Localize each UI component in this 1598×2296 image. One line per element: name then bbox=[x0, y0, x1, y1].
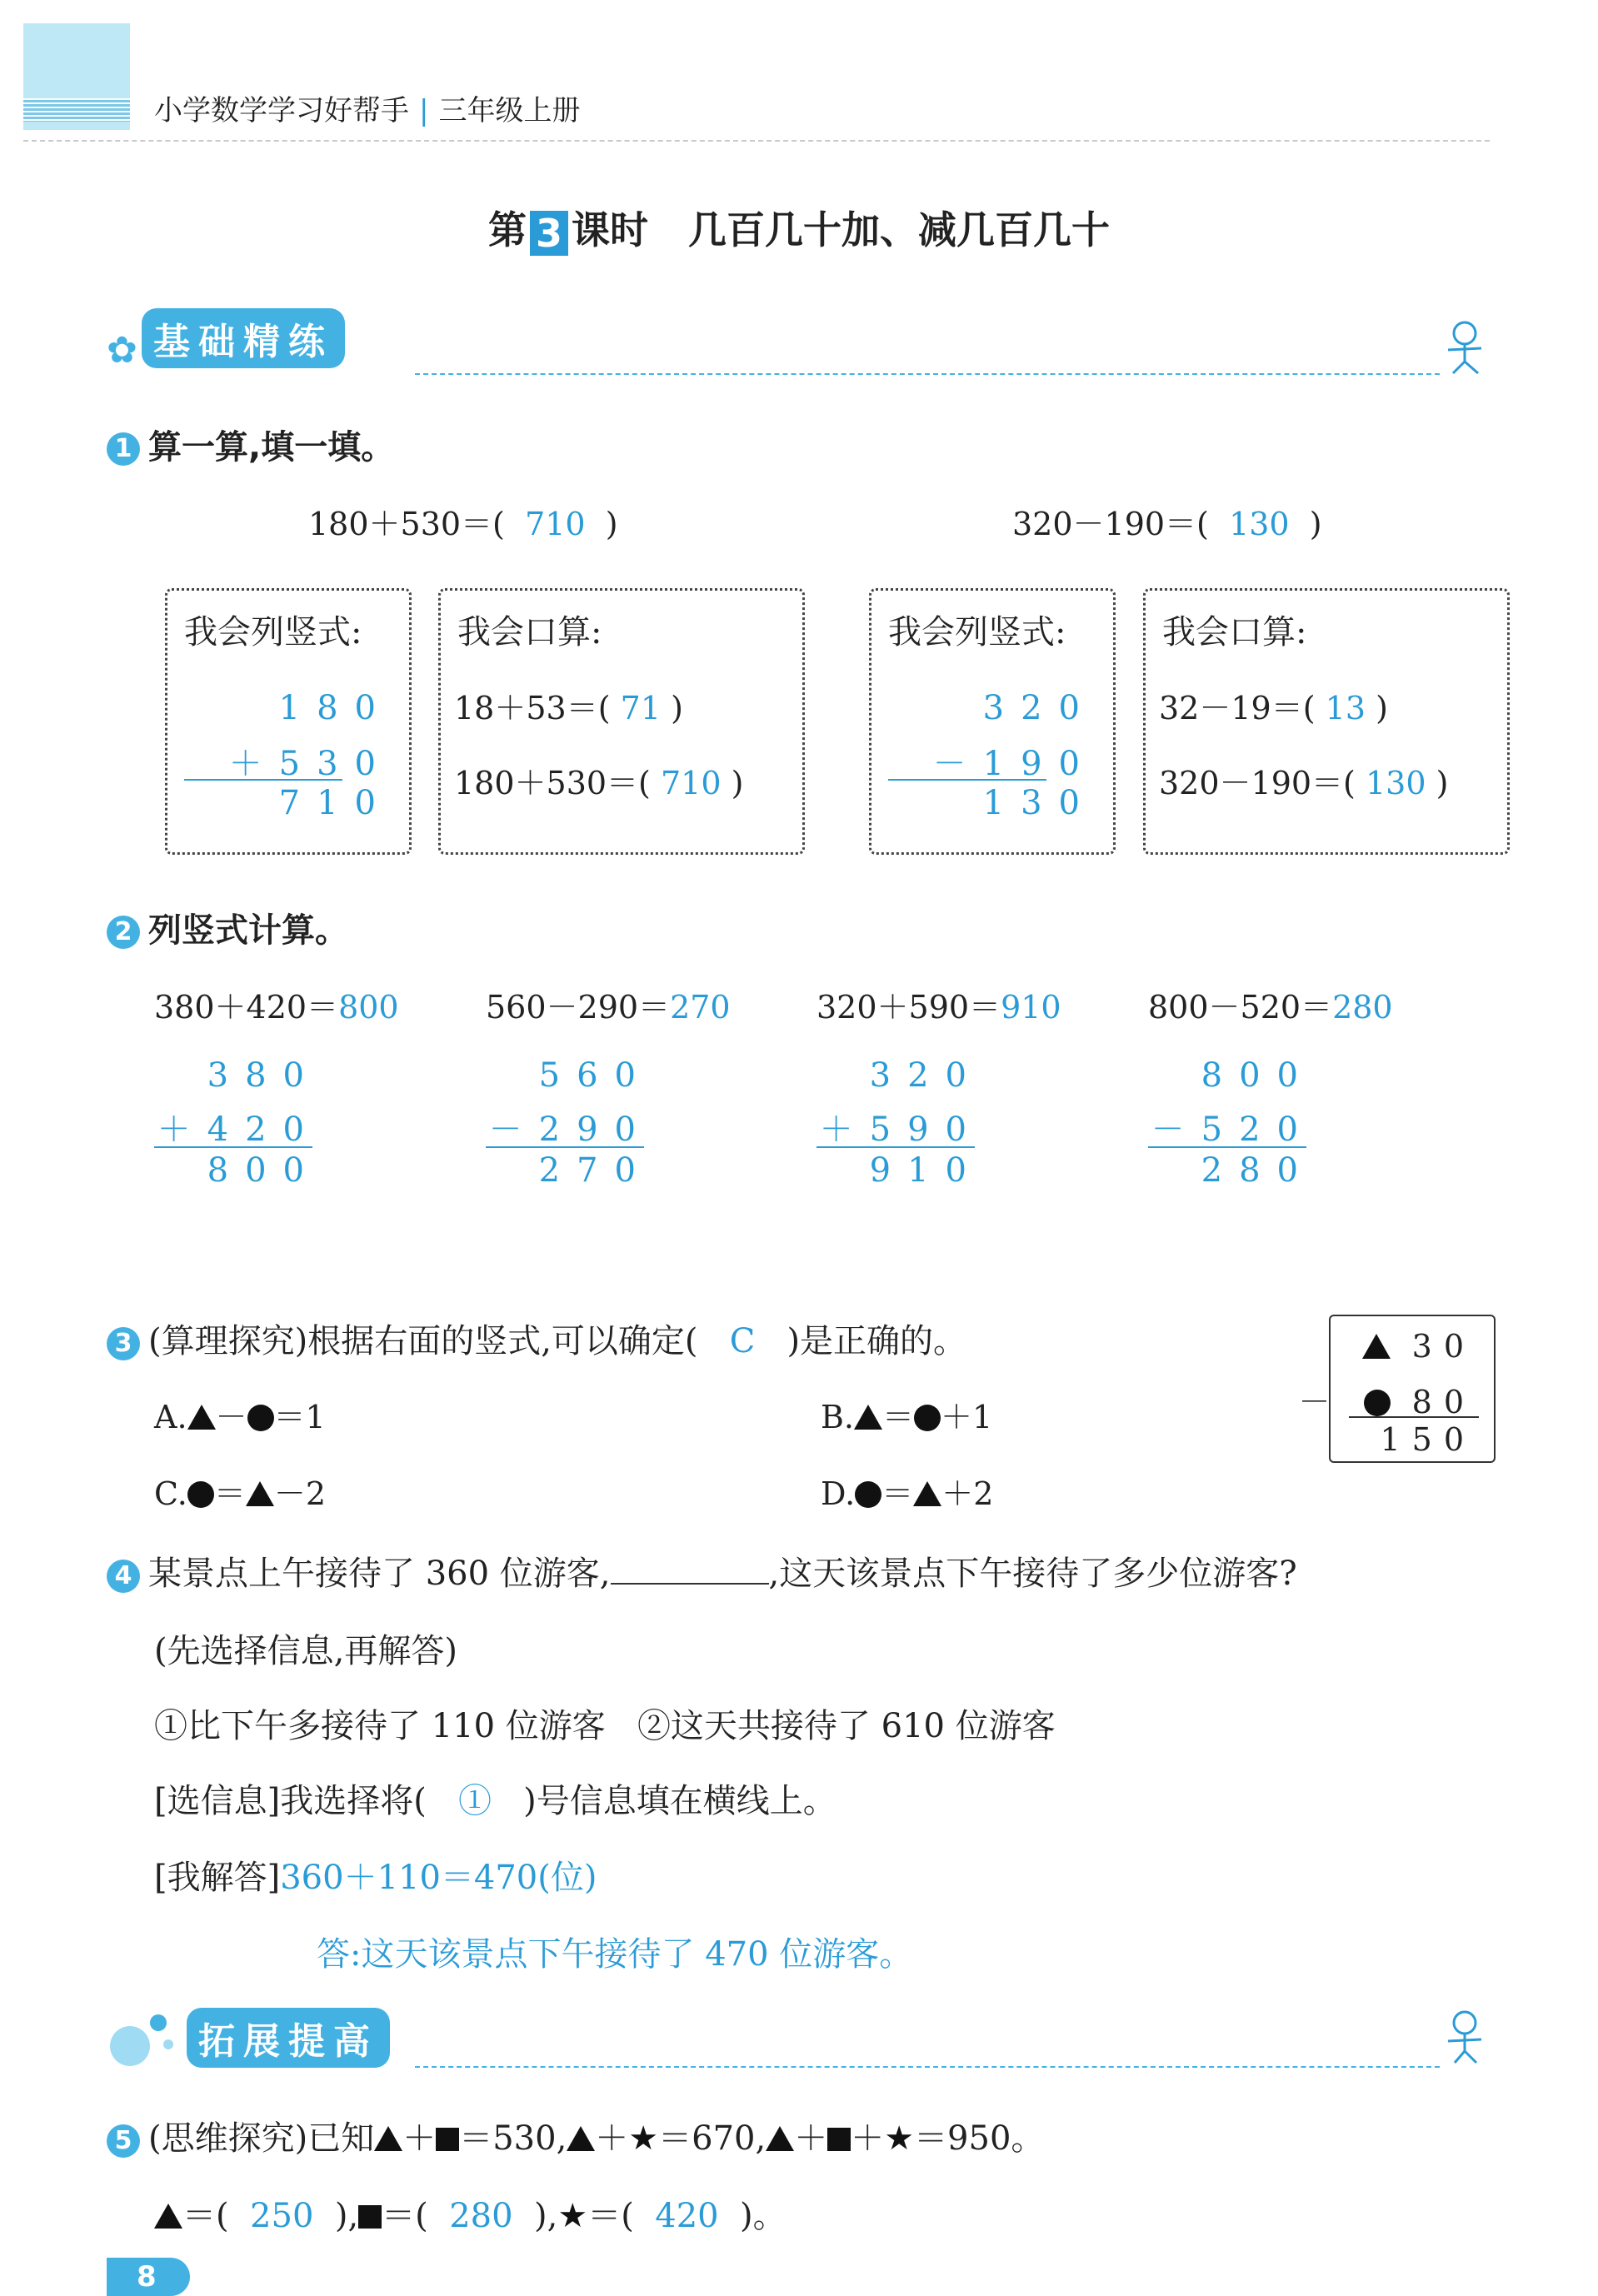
q3-option-d: D. ＝ ＋2 bbox=[821, 1475, 994, 1512]
triangle-icon bbox=[766, 2126, 794, 2151]
q3-option-a: A. － ＝1 bbox=[154, 1399, 326, 1435]
mascot-icon bbox=[1440, 2008, 1490, 2066]
triangle-icon bbox=[154, 2204, 182, 2229]
q4-line2: (先选择信息,再解答) bbox=[154, 1632, 457, 1670]
q4-line1: 4 某景点上午接待了 360 位游客, ,这天该景点下午接待了多少位游客? bbox=[107, 1547, 1297, 1595]
q5-answers: ＝( 250 ), ＝( 280 ),★＝( 420 )。 bbox=[154, 2189, 787, 2237]
q1-left-mental-box: 我会口算: 18＋53＝( 71 ) 180＋530＝( 710 ) bbox=[438, 588, 805, 855]
book-title: 小学数学学习好帮手 bbox=[154, 94, 409, 127]
q2-vertical: 560 －290 270 bbox=[486, 1056, 652, 1198]
q1-right-vertical-box: 我会列竖式: 320 －190 130 bbox=[869, 588, 1116, 855]
q4-answer: 答:这天该景点下午接待了 470 位游客。 bbox=[317, 1935, 913, 1974]
section-extend bbox=[107, 2008, 1490, 2068]
q2-vertical: 320 ＋590 910 bbox=[816, 1056, 983, 1198]
q2-equation: 320＋590＝910 bbox=[816, 989, 1061, 1026]
lesson-topic: 几百几十加、减几百几十 bbox=[688, 207, 1111, 252]
bubbles-icon bbox=[107, 2008, 182, 2074]
triangle-icon bbox=[246, 1481, 274, 1506]
square-icon bbox=[436, 2128, 459, 2151]
q4-info: ①比下午多接待了 110 位游客 ②这天共接待了 610 位游客 bbox=[154, 1707, 1056, 1745]
q3-option-b: B. ＝ ＋1 bbox=[821, 1399, 993, 1435]
q3-prompt: 3 (算理探究)根据右面的竖式,可以确定( C )是正确的。 bbox=[107, 1315, 966, 1362]
q1-left-answer: 710 bbox=[525, 506, 586, 542]
q5-prompt: 5 (思维探究)已知 ＋ ＝530, ＋★＝670, ＋ ＋★＝950。 bbox=[107, 2112, 1044, 2159]
lesson-number: 3 bbox=[530, 211, 568, 256]
q4-blank bbox=[611, 1558, 769, 1585]
triangle-icon bbox=[374, 2126, 402, 2151]
star-icon: ★ bbox=[557, 2197, 588, 2235]
q2-equation: 560－290＝270 bbox=[486, 989, 731, 1026]
q1-left-vertical-box: 我会列竖式: 180 ＋530 710 bbox=[165, 588, 412, 855]
sprout-icon: ✿ bbox=[107, 329, 137, 372]
page-number: 8 bbox=[107, 2258, 190, 2296]
q1-number: 1 bbox=[107, 432, 140, 466]
q4-solve: [我解答]360＋110＝470(位) bbox=[154, 1859, 597, 1897]
section-extend-label: 拓展提高 bbox=[187, 2008, 390, 2068]
q1-right-mental-box: 我会口算: 32－19＝( 13 ) 320－190＝( 130 ) bbox=[1143, 588, 1510, 855]
q2-equation: 800－520＝280 bbox=[1148, 989, 1393, 1026]
section-basic bbox=[107, 308, 1490, 372]
q2-prompt: 2 列竖式计算。 bbox=[107, 904, 348, 951]
grade-label: 三年级上册 bbox=[438, 94, 581, 127]
triangle-icon bbox=[1362, 1334, 1391, 1359]
square-icon bbox=[827, 2128, 851, 2151]
q3-option-c: C. ＝ －2 bbox=[154, 1475, 327, 1512]
square-icon bbox=[358, 2205, 382, 2229]
q3-answer: C bbox=[729, 1322, 756, 1360]
q2-equation: 380＋420＝800 bbox=[154, 989, 399, 1026]
circle-icon bbox=[187, 1481, 214, 1508]
triangle-icon bbox=[567, 2126, 595, 2151]
q1-prompt: 1 算一算,填一填。 bbox=[107, 421, 394, 468]
section-basic-label: 基础精练 bbox=[142, 308, 345, 368]
mascot-icon bbox=[1440, 318, 1490, 377]
circle-icon bbox=[247, 1405, 274, 1431]
triangle-icon bbox=[854, 1405, 882, 1430]
star-icon: ★ bbox=[628, 2119, 659, 2158]
q1-right-answer: 130 bbox=[1229, 506, 1290, 542]
circle-icon bbox=[855, 1481, 881, 1508]
circle-icon bbox=[1364, 1390, 1391, 1416]
q2-vertical: 800 －520 280 bbox=[1148, 1056, 1315, 1198]
header-rule bbox=[23, 140, 1490, 142]
triangle-icon bbox=[187, 1405, 216, 1430]
star-icon: ★ bbox=[884, 2119, 915, 2158]
q4-select: [选信息]我选择将( ① )号信息填在横线上。 bbox=[154, 1782, 836, 1820]
lesson-title: 第 3 课时 几百几十加、减几百几十 bbox=[487, 207, 1111, 256]
corner-stripes bbox=[23, 98, 130, 122]
q3-puzzle-box: 30 － 80 150 bbox=[1329, 1315, 1496, 1463]
triangle-icon bbox=[913, 1481, 941, 1506]
q2-vertical: 380 ＋420 800 bbox=[154, 1056, 321, 1198]
running-header: 小学数学学习好帮手 | 三年级上册 bbox=[154, 94, 581, 127]
q1-left-equation: 180＋530＝( 710 ) bbox=[308, 506, 618, 542]
q1-right-equation: 320－190＝( 130 ) bbox=[1012, 506, 1322, 542]
circle-icon bbox=[914, 1405, 941, 1431]
